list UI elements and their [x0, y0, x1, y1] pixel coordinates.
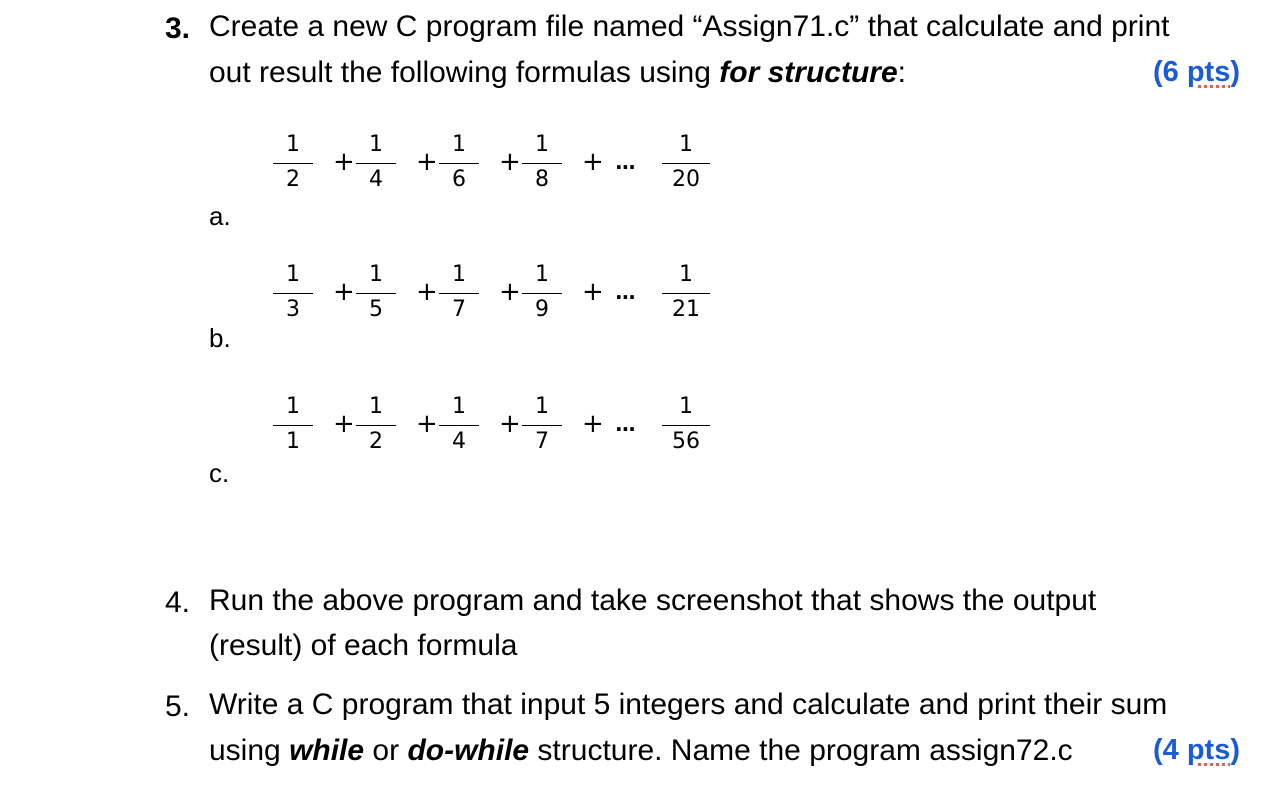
q5-line2-mid: or: [364, 734, 408, 767]
plus-sign: +: [582, 409, 604, 439]
q5-do-while: do-while: [407, 734, 530, 767]
q3-line2-pre: out result the following formulas using: [209, 56, 720, 89]
plus-sign: +: [333, 409, 355, 439]
q5-line2-post: structure. Name the program assign72.c: [529, 734, 1073, 767]
q5-points-word: pts: [1186, 734, 1231, 766]
q3-line1: Create a new C program file named “Assign71.c” that calculate and print: [209, 10, 1170, 43]
ellipsis: ...: [615, 280, 635, 304]
plus-sign: +: [333, 147, 355, 177]
plus-sign: +: [499, 409, 521, 439]
q3-points-open: (6: [1153, 56, 1187, 88]
q3-number: 3.: [165, 12, 191, 45]
formula-b-label: b.: [209, 323, 231, 353]
plus-sign: +: [499, 147, 521, 177]
q3-points: [1153, 58, 1240, 87]
formula-a-label: a.: [209, 201, 231, 231]
formula-c-label: c.: [209, 458, 230, 488]
q4-line2: (result) of each formula: [209, 629, 518, 662]
formula-b: 1 3 + 1 5 + 1 7 + 1 9 + ... 1 21: [267, 263, 727, 323]
ellipsis: ...: [615, 412, 635, 436]
q5-points-open: (4: [1153, 734, 1187, 766]
plus-sign: +: [333, 277, 355, 307]
q5-points-close: ): [1230, 734, 1241, 766]
plus-sign: +: [416, 147, 438, 177]
q3-line2-post: :: [897, 56, 906, 89]
formula-c: 1 1 + 1 2 + 1 4 + 1 7 + ... 1 56: [267, 395, 727, 455]
q3-points-close: ): [1230, 56, 1241, 88]
plus-sign: +: [582, 277, 604, 307]
plus-sign: +: [582, 147, 604, 177]
q3-points-word: pts: [1186, 56, 1231, 88]
q4-number: 4.: [165, 586, 191, 619]
q4-line1: Run the above program and take screenshot that shows the output: [209, 584, 1097, 617]
q3-line2: [209, 58, 906, 88]
ellipsis: ...: [615, 150, 635, 174]
q3-for-structure: for structure: [719, 56, 898, 89]
q5-line2: [209, 736, 1073, 766]
q5-line2-pre: using: [209, 734, 290, 767]
q5-while: while: [289, 734, 365, 767]
formula-a: 1 2 + 1 4 + 1 6 + 1 8 + ... 1 20: [267, 133, 727, 193]
plus-sign: +: [416, 409, 438, 439]
q5-points: [1153, 736, 1240, 765]
plus-sign: +: [499, 277, 521, 307]
plus-sign: +: [416, 277, 438, 307]
q5-number: 5.: [165, 690, 191, 723]
q5-line1: Write a C program that input 5 integers and calculate and print their sum: [209, 688, 1168, 721]
